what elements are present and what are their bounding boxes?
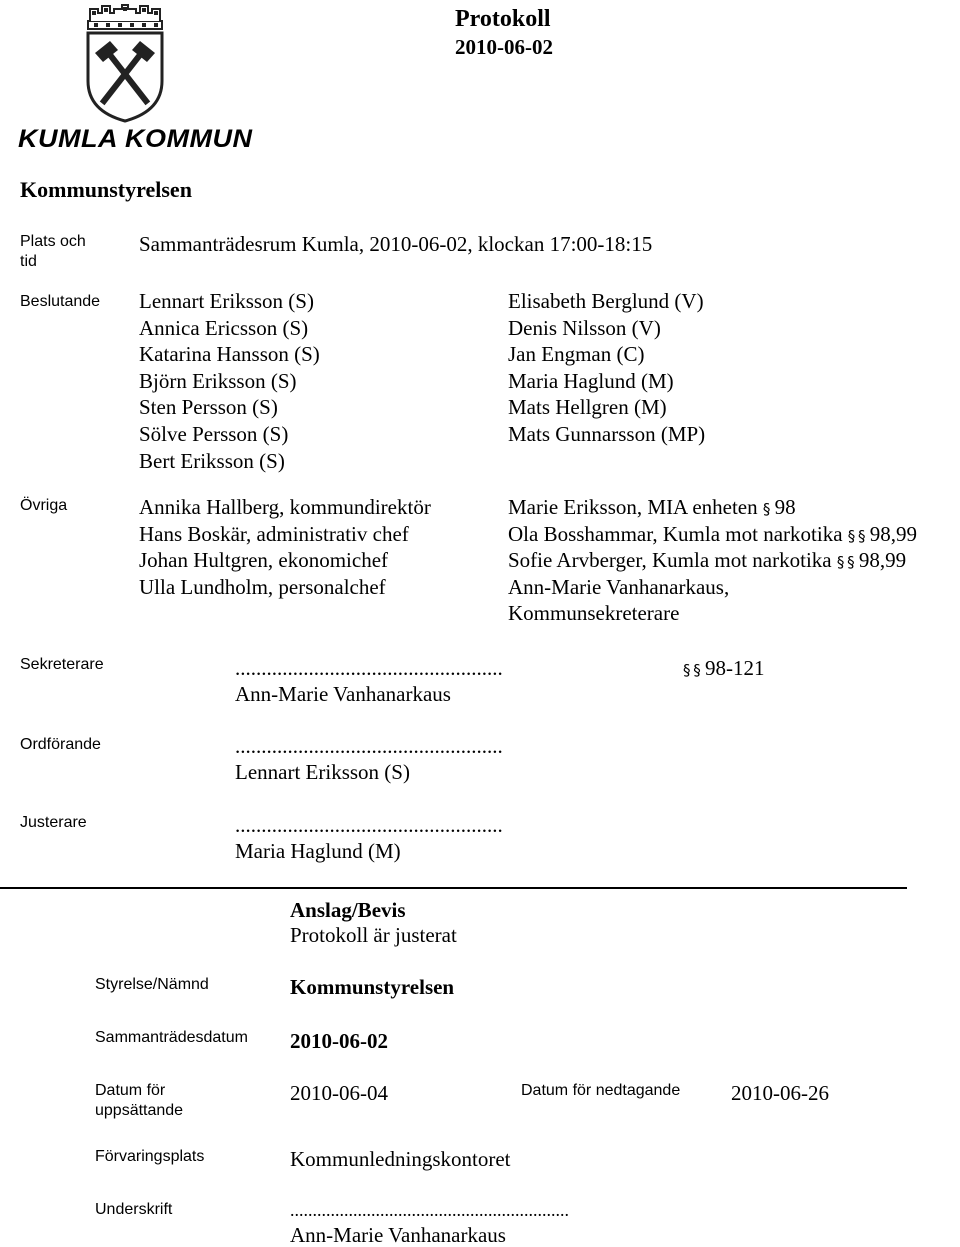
list-item: Sten Persson (S) bbox=[139, 395, 278, 420]
secretary-ref: § § 98-121 bbox=[683, 656, 765, 680]
section-symbol: § § bbox=[836, 553, 854, 572]
coat-of-arms-logo bbox=[80, 3, 170, 123]
place-time-value: Sammanträdesrum Kumla, 2010-06-02, klockan 17:00-18:15 bbox=[139, 232, 653, 256]
chair-name: Lennart Eriksson (S) bbox=[235, 760, 410, 784]
secretary-name: Ann-Marie Vanhanarkaus bbox=[235, 682, 451, 706]
list-item: Sölve Persson (S) bbox=[139, 421, 289, 446]
meeting-date-value: 2010-06-02 bbox=[290, 1029, 388, 1053]
adjuster-dots: ................................................... bbox=[235, 813, 503, 837]
list-item: Maria Haglund (M) bbox=[508, 368, 674, 393]
list-item: Jan Engman (C) bbox=[508, 342, 645, 367]
removed-date-value: 2010-06-26 bbox=[731, 1081, 829, 1105]
chair-label: Ordförande bbox=[20, 736, 101, 753]
list-item: Mats Gunnarsson (MP) bbox=[508, 421, 706, 446]
ovriga-right-list bbox=[508, 494, 917, 627]
signature-label: Underskrift bbox=[95, 1201, 173, 1218]
adjuster-label: Justerare bbox=[20, 814, 87, 831]
body-name: Kommunstyrelsen bbox=[20, 177, 192, 202]
place-time-label: Plats och tid bbox=[20, 233, 86, 270]
list-item: Johan Hultgren, ekonomichef bbox=[139, 548, 389, 573]
signature-name: Ann-Marie Vanhanarkaus bbox=[290, 1223, 506, 1247]
list-item: Sofie Arvberger, Kumla mot narkotika § § 98,99 bbox=[508, 548, 907, 573]
list-item: Ulla Lundholm, personalchef bbox=[139, 574, 386, 599]
list-item: Lennart Eriksson (S) bbox=[139, 289, 314, 313]
document-date: 2010-06-02 bbox=[455, 35, 553, 59]
storage-label: Förvaringsplats bbox=[95, 1148, 205, 1165]
adjuster-name: Maria Haglund (M) bbox=[235, 839, 401, 863]
secretary-dots: ................................................... bbox=[235, 656, 503, 680]
posted-date-value: 2010-06-04 bbox=[290, 1081, 388, 1105]
beslutande-right-list bbox=[508, 288, 705, 448]
ovriga-left-list bbox=[139, 494, 431, 600]
list-item: Katarina Hansson (S) bbox=[139, 342, 320, 367]
list-item: Annika Hallberg, kommundirektör bbox=[139, 495, 431, 519]
list-item: Denis Nilsson (V) bbox=[508, 315, 661, 340]
posted-date-label: Datum för uppsättande bbox=[95, 1082, 184, 1119]
ovriga-label: Övriga bbox=[20, 497, 68, 514]
beslutande-label: Beslutande bbox=[20, 293, 101, 310]
list-item: Ann-Marie Vanhanarkaus, bbox=[508, 574, 730, 599]
list-item: Annica Ericsson (S) bbox=[139, 315, 309, 340]
section-symbol: § § bbox=[847, 526, 865, 545]
document-title: Protokoll bbox=[455, 6, 551, 32]
section-symbol: § bbox=[762, 500, 770, 518]
meeting-date-label: Sammanträdesdatum bbox=[95, 1029, 248, 1046]
list-item: Elisabeth Berglund (V) bbox=[508, 289, 704, 313]
list-item: Ola Bosshammar, Kumla mot narkotika § § 98,99 bbox=[508, 521, 918, 546]
list-item: Marie Eriksson, MIA enheten § 98 bbox=[508, 495, 796, 519]
beslutande-left-list bbox=[139, 288, 320, 474]
anslag-title: Anslag/Bevis bbox=[290, 898, 406, 922]
list-item: Kommunsekreterare bbox=[508, 601, 680, 626]
board-label: Styrelse/Nämnd bbox=[95, 976, 209, 993]
divider bbox=[0, 887, 907, 889]
list-item: Mats Hellgren (M) bbox=[508, 395, 667, 420]
storage-value: Kommunledningskontoret bbox=[290, 1147, 511, 1171]
secretary-label: Sekreterare bbox=[20, 656, 104, 673]
section-symbol: § § bbox=[683, 661, 700, 679]
board-value: Kommunstyrelsen bbox=[290, 975, 455, 999]
list-item: Hans Boskär, administrativ chef bbox=[139, 521, 409, 546]
signature-dots: .............................................................. bbox=[290, 1200, 569, 1220]
list-item: Björn Eriksson (S) bbox=[139, 368, 297, 393]
chair-dots: ................................................... bbox=[235, 734, 503, 758]
removed-date-label: Datum för nedtagande bbox=[521, 1082, 681, 1099]
list-item: Bert Eriksson (S) bbox=[139, 448, 285, 473]
logo-wordmark: KUMLA KOMMUN bbox=[18, 125, 253, 153]
anslag-subtitle: Protokoll är justerat bbox=[290, 923, 457, 947]
